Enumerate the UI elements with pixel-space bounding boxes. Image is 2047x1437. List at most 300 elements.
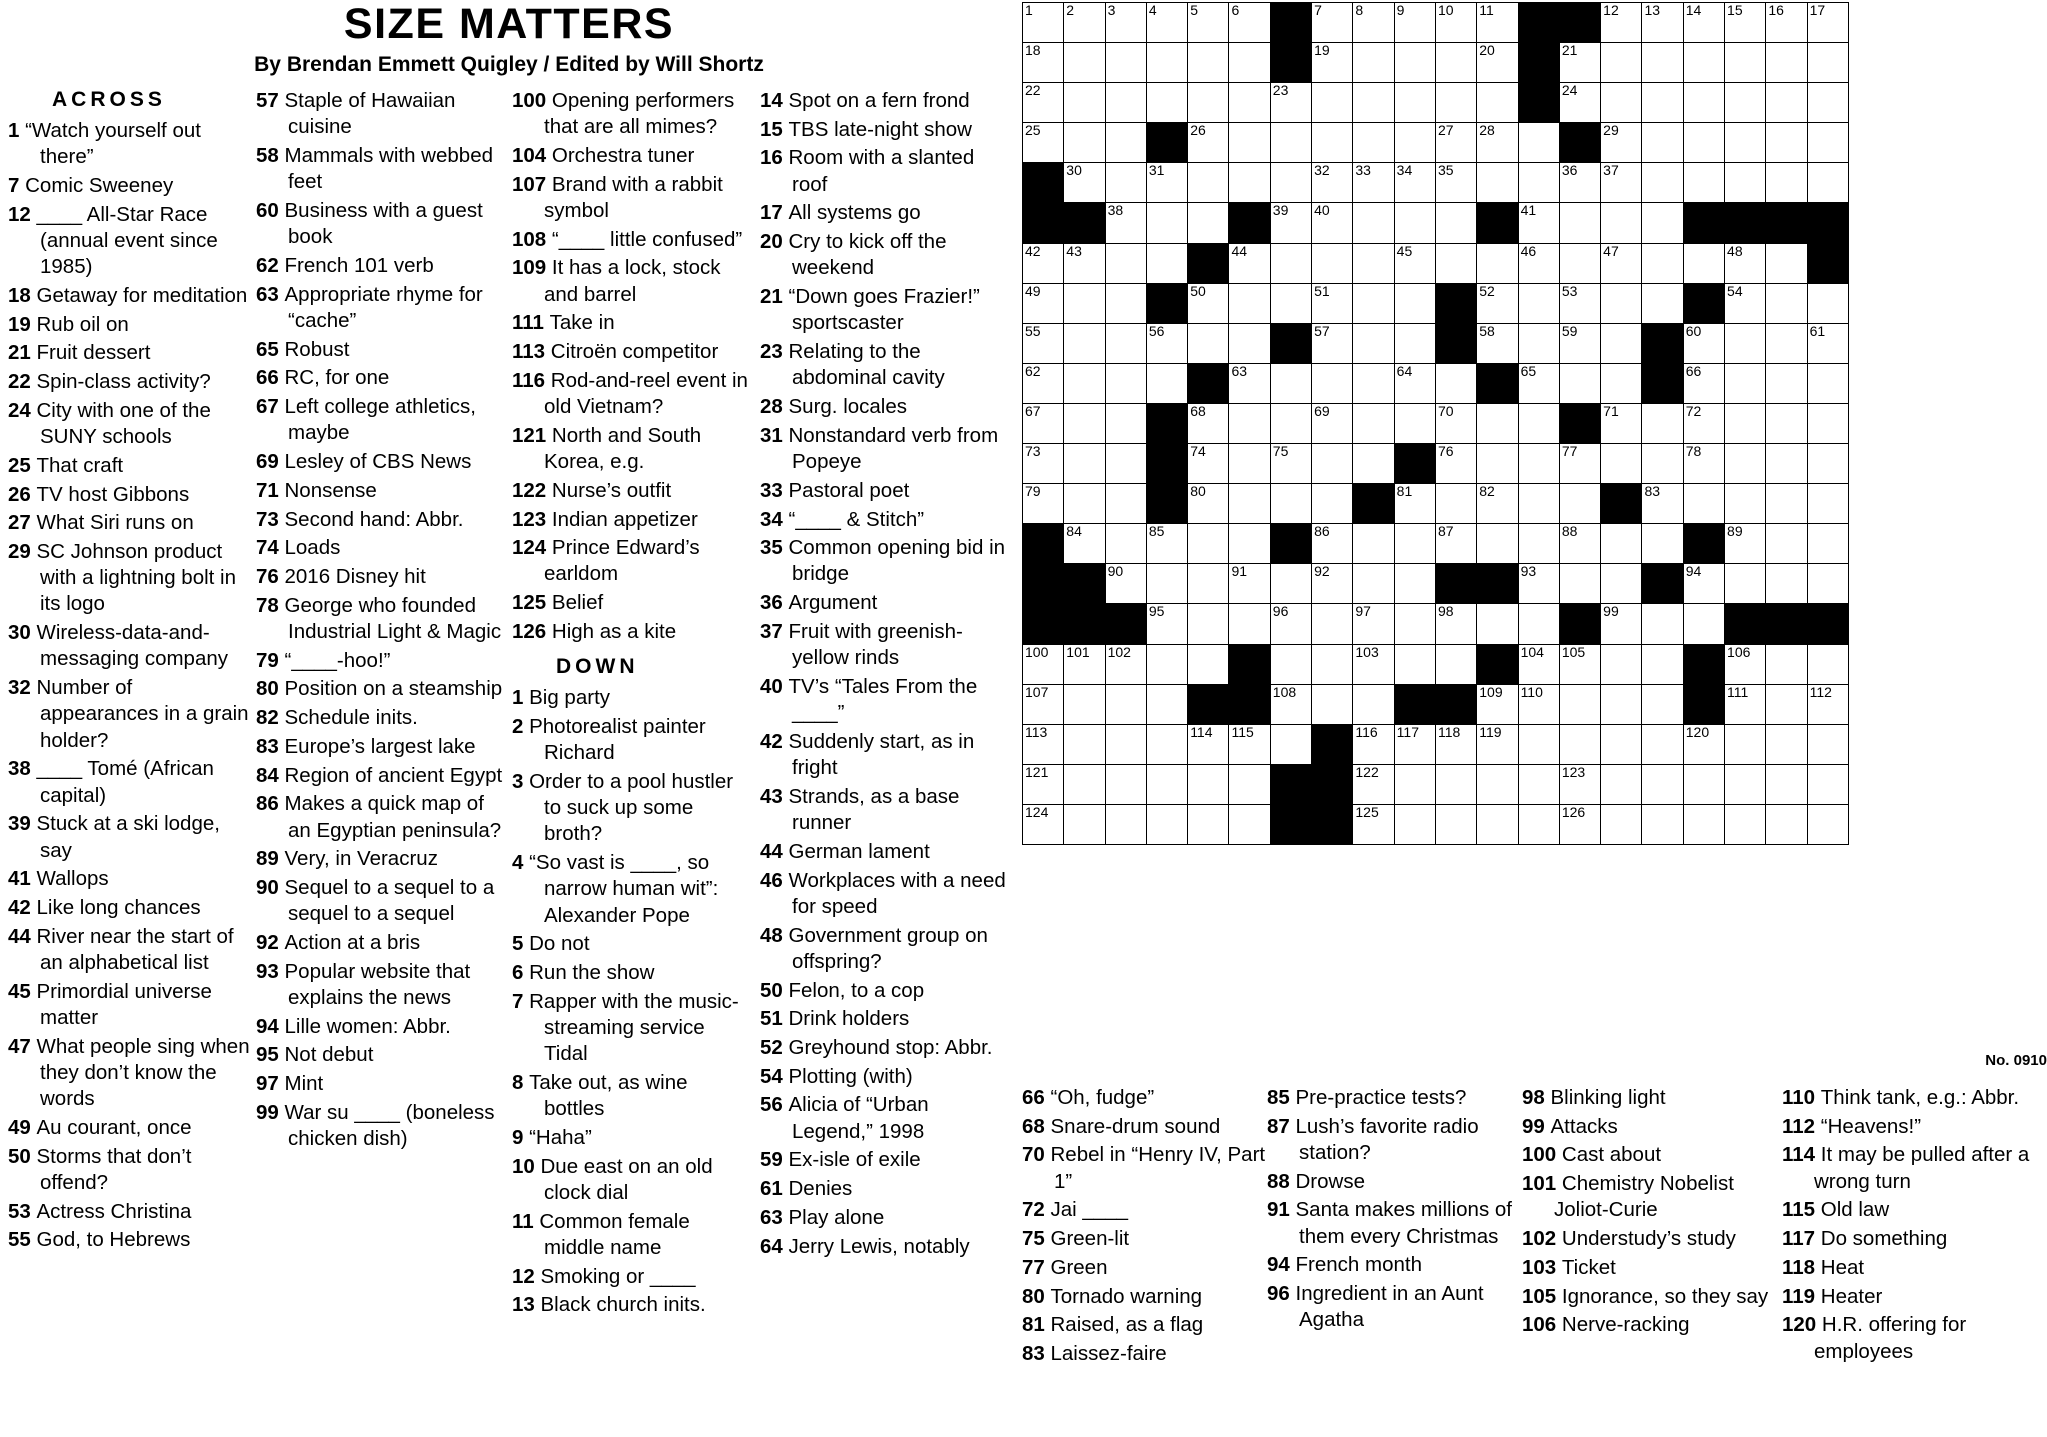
clue-item[interactable] [8, 482, 256, 508]
clue-item[interactable] [8, 620, 256, 672]
grid-cell[interactable] [1064, 363, 1105, 403]
grid-cell[interactable] [1105, 43, 1146, 83]
grid-cell[interactable] [1807, 363, 1848, 403]
clue-item[interactable] [512, 1154, 752, 1206]
clue-item[interactable] [512, 310, 752, 336]
grid-cell[interactable] [1312, 604, 1353, 644]
grid-cell[interactable] [1477, 243, 1518, 283]
grid-cell[interactable] [1105, 323, 1146, 363]
grid-cell[interactable] [1807, 403, 1848, 443]
grid-cell[interactable] [1766, 684, 1807, 724]
clue-item[interactable] [256, 282, 504, 334]
grid-cell[interactable] [1229, 123, 1270, 163]
grid-cell[interactable] [1023, 323, 1064, 363]
grid-cell[interactable] [1270, 444, 1311, 484]
grid-cell[interactable] [1601, 83, 1642, 123]
grid-cell[interactable] [1146, 604, 1187, 644]
clue-item[interactable] [512, 368, 752, 420]
clue-item[interactable] [1022, 1284, 1267, 1310]
grid-cell[interactable] [1023, 684, 1064, 724]
grid-cell[interactable] [1642, 804, 1683, 844]
grid-cell[interactable] [1477, 123, 1518, 163]
clue-item[interactable] [8, 453, 256, 479]
grid-cell[interactable] [1559, 203, 1600, 243]
clue-item[interactable] [760, 784, 1012, 836]
grid-cell[interactable] [1146, 564, 1187, 604]
grid-cell[interactable] [1105, 684, 1146, 724]
grid-cell[interactable] [1064, 724, 1105, 764]
grid-cell[interactable] [1394, 564, 1435, 604]
grid-cell[interactable] [1683, 323, 1724, 363]
grid-cell[interactable] [1188, 403, 1229, 443]
grid-cell[interactable] [1064, 484, 1105, 524]
grid-cell[interactable] [1353, 684, 1394, 724]
grid-cell[interactable] [1518, 363, 1559, 403]
clue-item[interactable] [1022, 1226, 1267, 1252]
grid-cell[interactable] [1353, 283, 1394, 323]
grid-cell[interactable] [1807, 484, 1848, 524]
grid-cell[interactable] [1435, 644, 1476, 684]
grid-cell[interactable] [1642, 3, 1683, 43]
clue-item[interactable] [256, 705, 504, 731]
grid-cell[interactable] [1312, 43, 1353, 83]
grid-cell[interactable] [1312, 283, 1353, 323]
grid-cell[interactable] [1023, 43, 1064, 83]
clue-item[interactable] [256, 763, 504, 789]
grid-cell[interactable] [1435, 3, 1476, 43]
grid-cell[interactable] [1601, 604, 1642, 644]
grid-cell[interactable] [1353, 363, 1394, 403]
grid-cell[interactable] [1312, 524, 1353, 564]
grid-cell[interactable] [1435, 604, 1476, 644]
grid-cell[interactable] [1601, 123, 1642, 163]
clue-item[interactable] [8, 312, 256, 338]
grid-table[interactable] [1022, 2, 1849, 845]
clue-item[interactable] [256, 253, 504, 279]
grid-cell[interactable] [1188, 484, 1229, 524]
clue-item[interactable] [512, 714, 752, 766]
grid-cell[interactable] [1023, 484, 1064, 524]
grid-cell[interactable] [1642, 283, 1683, 323]
grid-cell[interactable] [1435, 764, 1476, 804]
grid-cell[interactable] [1023, 644, 1064, 684]
grid-cell[interactable] [1394, 604, 1435, 644]
clue-item[interactable] [512, 989, 752, 1068]
grid-cell[interactable] [1105, 804, 1146, 844]
grid-cell[interactable] [1188, 203, 1229, 243]
grid-cell[interactable] [1023, 83, 1064, 123]
grid-cell[interactable] [1435, 484, 1476, 524]
grid-cell[interactable] [1105, 83, 1146, 123]
grid-cell[interactable] [1064, 243, 1105, 283]
grid-cell[interactable] [1518, 283, 1559, 323]
grid-cell[interactable] [1683, 724, 1724, 764]
grid-cell[interactable] [1601, 323, 1642, 363]
clue-item[interactable] [1022, 1085, 1267, 1111]
clue-item[interactable] [760, 590, 1012, 616]
grid-cell[interactable] [1188, 524, 1229, 564]
grid-cell[interactable] [1270, 724, 1311, 764]
clue-item[interactable] [760, 674, 1012, 726]
clue-item[interactable] [1782, 1197, 2047, 1223]
grid-cell[interactable] [1312, 123, 1353, 163]
grid-cell[interactable] [1105, 163, 1146, 203]
grid-cell[interactable] [1435, 83, 1476, 123]
grid-cell[interactable] [1559, 283, 1600, 323]
grid-cell[interactable] [1683, 363, 1724, 403]
grid-cell[interactable] [1435, 123, 1476, 163]
grid-cell[interactable] [1353, 804, 1394, 844]
clue-item[interactable] [760, 619, 1012, 671]
grid-cell[interactable] [1725, 444, 1766, 484]
grid-cell[interactable] [1477, 804, 1518, 844]
grid-cell[interactable] [1683, 444, 1724, 484]
grid-cell[interactable] [1766, 804, 1807, 844]
grid-cell[interactable] [1435, 163, 1476, 203]
grid-cell[interactable] [1064, 283, 1105, 323]
clue-item[interactable] [256, 959, 504, 1011]
grid-cell[interactable] [1270, 564, 1311, 604]
grid-cell[interactable] [1229, 403, 1270, 443]
clue-item[interactable] [512, 339, 752, 365]
grid-cell[interactable] [1394, 163, 1435, 203]
grid-cell[interactable] [1642, 644, 1683, 684]
clue-item[interactable] [760, 839, 1012, 865]
clue-item[interactable] [512, 1125, 752, 1151]
grid-cell[interactable] [1683, 123, 1724, 163]
grid-cell[interactable] [1146, 684, 1187, 724]
grid-cell[interactable] [1435, 804, 1476, 844]
grid-cell[interactable] [1725, 484, 1766, 524]
grid-cell[interactable] [1766, 83, 1807, 123]
grid-cell[interactable] [1146, 323, 1187, 363]
clue-item[interactable] [256, 930, 504, 956]
clue-item[interactable] [760, 117, 1012, 143]
grid-cell[interactable] [1188, 3, 1229, 43]
grid-cell[interactable] [1766, 403, 1807, 443]
grid-cell[interactable] [1518, 524, 1559, 564]
grid-cell[interactable] [1518, 444, 1559, 484]
grid-cell[interactable] [1477, 684, 1518, 724]
grid-cell[interactable] [1188, 444, 1229, 484]
grid-cell[interactable] [1642, 524, 1683, 564]
grid-cell[interactable] [1394, 724, 1435, 764]
clue-item[interactable] [1267, 1114, 1522, 1166]
clue-item[interactable] [760, 423, 1012, 475]
grid-cell[interactable] [1642, 604, 1683, 644]
grid-cell[interactable] [1477, 524, 1518, 564]
grid-cell[interactable] [1601, 163, 1642, 203]
clue-item[interactable] [1522, 1284, 1782, 1310]
grid-cell[interactable] [1064, 83, 1105, 123]
grid-cell[interactable] [1270, 203, 1311, 243]
grid-cell[interactable] [1518, 163, 1559, 203]
clue-item[interactable] [760, 339, 1012, 391]
grid-cell[interactable] [1559, 644, 1600, 684]
grid-cell[interactable] [1353, 604, 1394, 644]
grid-cell[interactable] [1270, 604, 1311, 644]
clue-item[interactable] [1522, 1142, 1782, 1168]
grid-cell[interactable] [1435, 524, 1476, 564]
grid-cell[interactable] [1023, 444, 1064, 484]
grid-cell[interactable] [1146, 203, 1187, 243]
grid-cell[interactable] [1353, 323, 1394, 363]
grid-cell[interactable] [1023, 804, 1064, 844]
grid-cell[interactable] [1105, 403, 1146, 443]
grid-cell[interactable] [1146, 163, 1187, 203]
grid-cell[interactable] [1766, 123, 1807, 163]
grid-cell[interactable] [1105, 123, 1146, 163]
grid-cell[interactable] [1394, 524, 1435, 564]
grid-cell[interactable] [1105, 524, 1146, 564]
clue-item[interactable] [1522, 1312, 1782, 1338]
clue-item[interactable] [256, 564, 504, 590]
clue-item[interactable] [512, 619, 752, 645]
grid-cell[interactable] [1766, 243, 1807, 283]
grid-cell[interactable] [1601, 684, 1642, 724]
clue-item[interactable] [8, 369, 256, 395]
grid-cell[interactable] [1394, 484, 1435, 524]
grid-cell[interactable] [1229, 724, 1270, 764]
clue-item[interactable] [512, 960, 752, 986]
grid-cell[interactable] [1642, 724, 1683, 764]
grid-cell[interactable] [1683, 484, 1724, 524]
grid-cell[interactable] [1312, 484, 1353, 524]
grid-cell[interactable] [1146, 764, 1187, 804]
grid-cell[interactable] [1394, 403, 1435, 443]
grid-cell[interactable] [1023, 403, 1064, 443]
grid-cell[interactable] [1312, 3, 1353, 43]
grid-cell[interactable] [1188, 764, 1229, 804]
grid-cell[interactable] [1023, 764, 1064, 804]
grid-cell[interactable] [1683, 43, 1724, 83]
clue-item[interactable] [1022, 1255, 1267, 1281]
grid-cell[interactable] [1642, 123, 1683, 163]
grid-cell[interactable] [1353, 724, 1394, 764]
clue-item[interactable] [760, 1064, 1012, 1090]
clue-item[interactable] [760, 200, 1012, 226]
clue-item[interactable] [760, 229, 1012, 281]
grid-cell[interactable] [1807, 283, 1848, 323]
grid-cell[interactable] [1353, 3, 1394, 43]
grid-cell[interactable] [1270, 163, 1311, 203]
grid-cell[interactable] [1105, 764, 1146, 804]
clue-item[interactable] [8, 1115, 256, 1141]
clue-item[interactable] [8, 811, 256, 863]
clue-item[interactable] [8, 1034, 256, 1113]
clue-item[interactable] [256, 365, 504, 391]
clue-item[interactable] [8, 1227, 256, 1253]
grid-cell[interactable] [1188, 123, 1229, 163]
clue-item[interactable] [1522, 1171, 1782, 1223]
clue-item[interactable] [256, 593, 504, 645]
clue-item[interactable] [256, 535, 504, 561]
grid-cell[interactable] [1435, 243, 1476, 283]
grid-cell[interactable] [1023, 243, 1064, 283]
grid-cell[interactable] [1353, 444, 1394, 484]
grid-cell[interactable] [1229, 163, 1270, 203]
clue-item[interactable] [1522, 1085, 1782, 1111]
clue-item[interactable] [760, 1234, 1012, 1260]
grid-cell[interactable] [1559, 323, 1600, 363]
grid-cell[interactable] [1394, 203, 1435, 243]
grid-cell[interactable] [1601, 764, 1642, 804]
clue-item[interactable] [1267, 1197, 1522, 1249]
clue-item[interactable] [760, 535, 1012, 587]
clue-item[interactable] [760, 88, 1012, 114]
grid-cell[interactable] [1766, 283, 1807, 323]
grid-cell[interactable] [1353, 403, 1394, 443]
grid-cell[interactable] [1559, 43, 1600, 83]
grid-cell[interactable] [1394, 804, 1435, 844]
crossword-grid[interactable] [1022, 2, 1849, 845]
grid-cell[interactable] [1023, 363, 1064, 403]
grid-cell[interactable] [1601, 403, 1642, 443]
clue-item[interactable] [256, 478, 504, 504]
grid-cell[interactable] [1559, 524, 1600, 564]
grid-cell[interactable] [1188, 604, 1229, 644]
clue-item[interactable] [1022, 1197, 1267, 1223]
grid-cell[interactable] [1477, 764, 1518, 804]
grid-cell[interactable] [1394, 243, 1435, 283]
clue-item[interactable] [1022, 1312, 1267, 1338]
grid-cell[interactable] [1477, 83, 1518, 123]
grid-cell[interactable] [1807, 804, 1848, 844]
grid-cell[interactable] [1518, 644, 1559, 684]
grid-cell[interactable] [1601, 363, 1642, 403]
grid-cell[interactable] [1229, 3, 1270, 43]
grid-cell[interactable] [1518, 123, 1559, 163]
clue-item[interactable] [8, 1199, 256, 1225]
grid-cell[interactable] [1312, 564, 1353, 604]
grid-cell[interactable] [1229, 243, 1270, 283]
grid-cell[interactable] [1353, 524, 1394, 564]
grid-cell[interactable] [1725, 283, 1766, 323]
grid-cell[interactable] [1270, 83, 1311, 123]
grid-cell[interactable] [1146, 3, 1187, 43]
clue-item[interactable] [760, 1006, 1012, 1032]
grid-cell[interactable] [1394, 323, 1435, 363]
grid-cell[interactable] [1146, 363, 1187, 403]
grid-cell[interactable] [1683, 403, 1724, 443]
clue-item[interactable] [8, 756, 256, 808]
grid-cell[interactable] [1683, 163, 1724, 203]
grid-cell[interactable] [1188, 83, 1229, 123]
grid-cell[interactable] [1229, 604, 1270, 644]
grid-cell[interactable] [1642, 444, 1683, 484]
clue-item[interactable] [256, 394, 504, 446]
grid-cell[interactable] [1064, 804, 1105, 844]
clue-item[interactable] [8, 675, 256, 754]
clue-item[interactable] [760, 478, 1012, 504]
grid-cell[interactable] [1270, 403, 1311, 443]
grid-cell[interactable] [1229, 444, 1270, 484]
grid-cell[interactable] [1353, 203, 1394, 243]
clue-item[interactable] [760, 145, 1012, 197]
grid-cell[interactable] [1559, 804, 1600, 844]
clue-item[interactable] [8, 510, 256, 536]
grid-cell[interactable] [1477, 604, 1518, 644]
grid-cell[interactable] [1807, 323, 1848, 363]
grid-cell[interactable] [1394, 283, 1435, 323]
grid-cell[interactable] [1435, 724, 1476, 764]
clue-item[interactable] [8, 283, 256, 309]
grid-cell[interactable] [1064, 403, 1105, 443]
clue-item[interactable] [256, 846, 504, 872]
grid-cell[interactable] [1477, 724, 1518, 764]
clue-item[interactable] [1782, 1312, 2047, 1364]
grid-cell[interactable] [1725, 323, 1766, 363]
clue-item[interactable] [8, 398, 256, 450]
grid-cell[interactable] [1807, 684, 1848, 724]
grid-cell[interactable] [1642, 163, 1683, 203]
grid-cell[interactable] [1725, 724, 1766, 764]
grid-cell[interactable] [1766, 323, 1807, 363]
clue-item[interactable] [1267, 1085, 1522, 1111]
grid-cell[interactable] [1642, 203, 1683, 243]
grid-cell[interactable] [1559, 83, 1600, 123]
grid-cell[interactable] [1601, 644, 1642, 684]
clue-item[interactable] [256, 1071, 504, 1097]
grid-cell[interactable] [1146, 644, 1187, 684]
clue-item[interactable] [1782, 1226, 2047, 1252]
grid-cell[interactable] [1394, 764, 1435, 804]
clue-item[interactable] [256, 648, 504, 674]
grid-cell[interactable] [1766, 644, 1807, 684]
grid-cell[interactable] [1435, 203, 1476, 243]
grid-cell[interactable] [1105, 444, 1146, 484]
grid-cell[interactable] [1766, 764, 1807, 804]
grid-cell[interactable] [1064, 764, 1105, 804]
grid-cell[interactable] [1023, 123, 1064, 163]
grid-cell[interactable] [1766, 524, 1807, 564]
clue-item[interactable] [512, 850, 752, 929]
grid-cell[interactable] [1188, 644, 1229, 684]
grid-cell[interactable] [1229, 804, 1270, 844]
grid-cell[interactable] [1766, 363, 1807, 403]
grid-cell[interactable] [1229, 564, 1270, 604]
grid-cell[interactable] [1725, 564, 1766, 604]
grid-cell[interactable] [1601, 203, 1642, 243]
grid-cell[interactable] [1683, 3, 1724, 43]
grid-cell[interactable] [1601, 724, 1642, 764]
grid-cell[interactable] [1105, 203, 1146, 243]
clue-item[interactable] [512, 143, 752, 169]
grid-cell[interactable] [1766, 163, 1807, 203]
grid-cell[interactable] [1477, 163, 1518, 203]
grid-cell[interactable] [1146, 243, 1187, 283]
grid-cell[interactable] [1807, 524, 1848, 564]
grid-cell[interactable] [1683, 764, 1724, 804]
grid-cell[interactable] [1188, 43, 1229, 83]
clue-item[interactable] [512, 1292, 752, 1318]
clue-item[interactable] [512, 535, 752, 587]
clue-item[interactable] [8, 1144, 256, 1196]
grid-cell[interactable] [1146, 524, 1187, 564]
grid-cell[interactable] [1559, 564, 1600, 604]
grid-cell[interactable] [1394, 644, 1435, 684]
grid-cell[interactable] [1725, 684, 1766, 724]
grid-cell[interactable] [1559, 444, 1600, 484]
grid-cell[interactable] [1312, 203, 1353, 243]
clue-item[interactable] [512, 227, 752, 253]
clue-item[interactable] [512, 172, 752, 224]
clue-item[interactable] [8, 173, 256, 199]
grid-cell[interactable] [1023, 3, 1064, 43]
clue-item[interactable] [760, 1092, 1012, 1144]
grid-cell[interactable] [1725, 123, 1766, 163]
grid-cell[interactable] [1807, 83, 1848, 123]
